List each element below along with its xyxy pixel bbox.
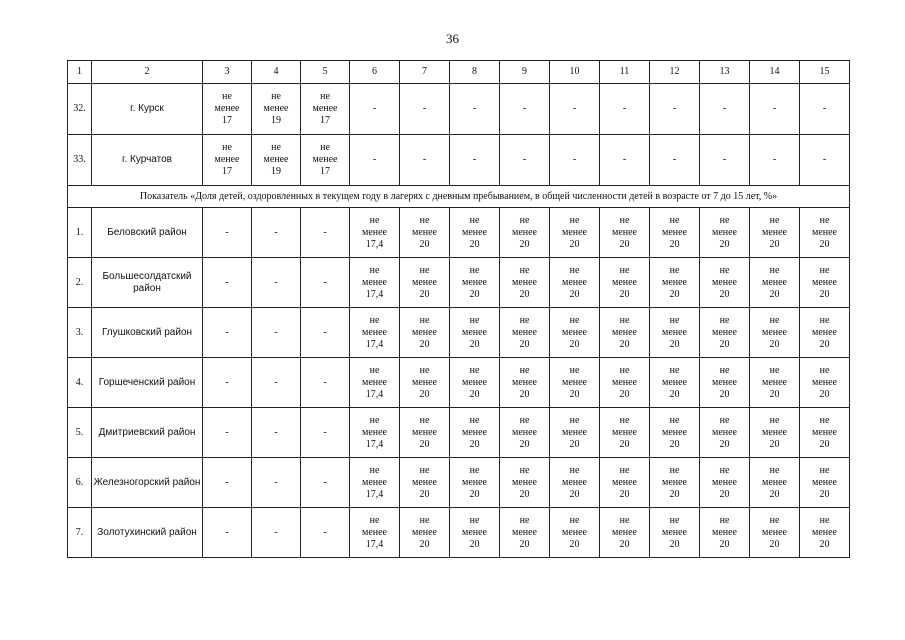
cell-value: не менее 20 — [512, 214, 537, 250]
column-header: 3 — [203, 61, 252, 84]
cell-value: - — [323, 326, 327, 338]
table-cell — [252, 258, 301, 308]
row-number: 4. — [68, 358, 92, 408]
cell-value: не менее 20 — [812, 464, 837, 500]
table-cell — [700, 458, 750, 508]
table-cell — [750, 358, 800, 408]
cell-value: не менее 20 — [462, 364, 487, 400]
table-cell — [650, 208, 700, 258]
cell-value: не менее 20 — [712, 314, 737, 350]
column-header: 7 — [400, 61, 450, 84]
row-number: 1. — [68, 208, 92, 258]
cell-value: - — [225, 326, 229, 338]
table-cell — [500, 258, 550, 308]
table-cell — [301, 84, 350, 135]
cell-value: не менее 20 — [662, 514, 687, 550]
table-cell — [500, 84, 550, 135]
cell-value: не менее 20 — [462, 464, 487, 500]
cell-value: - — [274, 426, 278, 438]
table-cell — [750, 308, 800, 358]
cell-value: не менее 20 — [762, 514, 787, 550]
table-cell — [600, 308, 650, 358]
cell-value: - — [422, 103, 427, 114]
cell-value: - — [472, 154, 477, 165]
table-cell — [203, 135, 252, 186]
cell-value: - — [722, 154, 727, 165]
table-cell — [350, 408, 400, 458]
table-cell — [650, 358, 700, 408]
row-number: 6. — [68, 458, 92, 508]
table-cell — [550, 258, 600, 308]
district-name: г. Курск — [92, 84, 203, 135]
cell-value: не менее 20 — [562, 414, 587, 450]
table-cell — [450, 508, 500, 558]
cell-value: не менее 17,4 — [362, 364, 387, 400]
table-cell — [800, 135, 850, 186]
table-cell — [203, 508, 252, 558]
cell-value: не менее 20 — [562, 364, 587, 400]
row-number: 5. — [68, 408, 92, 458]
table-cell — [350, 508, 400, 558]
table-cell — [600, 208, 650, 258]
table-cell — [400, 308, 450, 358]
cell-value: не менее 20 — [512, 364, 537, 400]
table-cell — [350, 84, 400, 135]
cell-value: - — [472, 103, 477, 114]
cell-value: не менее 20 — [712, 364, 737, 400]
table-cell — [800, 408, 850, 458]
table-cell — [252, 135, 301, 186]
table-cell — [301, 135, 350, 186]
cell-value: не менее 20 — [762, 364, 787, 400]
table-cell — [450, 408, 500, 458]
cell-value: не менее 19 — [263, 142, 289, 177]
table-cell — [600, 135, 650, 186]
table-cell — [350, 208, 400, 258]
table-cell — [450, 458, 500, 508]
cell-value: не менее 20 — [562, 314, 587, 350]
cell-value: не менее 20 — [662, 364, 687, 400]
table-cell — [500, 508, 550, 558]
cell-value: - — [772, 103, 777, 114]
cell-value: не менее 20 — [412, 514, 437, 550]
cell-value: не менее 17,4 — [362, 314, 387, 350]
table-row — [68, 308, 850, 358]
cell-value: не менее 20 — [662, 314, 687, 350]
cell-value: не менее 20 — [762, 414, 787, 450]
table-cell — [400, 84, 450, 135]
table-cell — [800, 508, 850, 558]
table-cell — [650, 508, 700, 558]
indicator-row — [68, 186, 850, 208]
cell-value: не менее 20 — [762, 314, 787, 350]
cell-value: не менее 20 — [612, 414, 637, 450]
cell-value: не менее 20 — [462, 414, 487, 450]
cell-value: не менее 20 — [512, 264, 537, 300]
table-cell — [203, 458, 252, 508]
cell-value: не менее 20 — [412, 314, 437, 350]
cell-value: - — [622, 103, 627, 114]
cell-value: - — [274, 326, 278, 338]
cell-value: не менее 20 — [812, 364, 837, 400]
column-header: 6 — [350, 61, 400, 84]
table-row — [68, 208, 850, 258]
column-header: 10 — [550, 61, 600, 84]
table-cell — [550, 358, 600, 408]
column-header: 5 — [301, 61, 350, 84]
table-cell — [400, 135, 450, 186]
cell-value: - — [372, 103, 377, 114]
cell-value: не менее 17 — [214, 142, 240, 177]
cell-value: - — [323, 426, 327, 438]
cell-value: не менее 17,4 — [362, 264, 387, 300]
cell-value: не менее 20 — [612, 364, 637, 400]
table-cell — [203, 258, 252, 308]
table-cell — [400, 208, 450, 258]
table-cell — [650, 408, 700, 458]
table-cell — [252, 508, 301, 558]
cell-value: не менее 20 — [512, 514, 537, 550]
column-header: 13 — [700, 61, 750, 84]
table-cell — [350, 458, 400, 508]
table-cell — [350, 308, 400, 358]
district-name: Дмитриевский район — [92, 408, 203, 458]
table-cell — [550, 508, 600, 558]
column-header: 4 — [252, 61, 301, 84]
cell-value: - — [372, 154, 377, 165]
cell-value: не менее 20 — [812, 414, 837, 450]
table-cell — [600, 408, 650, 458]
cell-value: - — [572, 154, 577, 165]
cell-value: - — [672, 154, 677, 165]
table-cell — [450, 308, 500, 358]
column-header: 11 — [600, 61, 650, 84]
cell-value: - — [225, 226, 229, 238]
table-cell — [350, 358, 400, 408]
table-cell — [750, 408, 800, 458]
table-cell — [650, 258, 700, 308]
table-cell — [600, 84, 650, 135]
table-cell — [650, 135, 700, 186]
table-cell — [800, 208, 850, 258]
cell-value: - — [323, 476, 327, 488]
cell-value: не менее 20 — [812, 264, 837, 300]
column-header: 14 — [750, 61, 800, 84]
cell-value: не менее 17,4 — [362, 214, 387, 250]
table-cell — [750, 84, 800, 135]
table-cell — [550, 308, 600, 358]
cell-value: не менее 20 — [412, 264, 437, 300]
cell-value: не менее 20 — [612, 314, 637, 350]
table-cell — [500, 458, 550, 508]
table-cell — [800, 308, 850, 358]
cell-value: не менее 17,4 — [362, 514, 387, 550]
cell-value: не менее 20 — [412, 414, 437, 450]
table-cell — [500, 208, 550, 258]
table-cell — [550, 135, 600, 186]
table-cell — [500, 308, 550, 358]
table-cell — [400, 508, 450, 558]
cell-value: не менее 20 — [512, 414, 537, 450]
cell-value: - — [323, 276, 327, 288]
table-cell — [301, 458, 350, 508]
table-cell — [500, 408, 550, 458]
table-cell — [700, 258, 750, 308]
table-cell — [301, 508, 350, 558]
cell-value: - — [225, 426, 229, 438]
cell-value: не менее 17,4 — [362, 464, 387, 500]
cell-value: - — [225, 476, 229, 488]
table-cell — [203, 84, 252, 135]
table-cell — [550, 84, 600, 135]
table-cell — [450, 208, 500, 258]
district-name: Горшеченский район — [92, 358, 203, 408]
cell-value: не менее 20 — [762, 214, 787, 250]
cell-value: не менее 20 — [812, 514, 837, 550]
table-cell — [800, 358, 850, 408]
cell-value: - — [225, 276, 229, 288]
table-cell — [400, 258, 450, 308]
header-row — [68, 61, 850, 84]
cell-value: не менее 20 — [412, 364, 437, 400]
column-header: 8 — [450, 61, 500, 84]
cell-value: не менее 20 — [512, 314, 537, 350]
table-cell — [750, 208, 800, 258]
column-header: 2 — [92, 61, 203, 84]
cell-value: не менее 20 — [612, 214, 637, 250]
table-cell — [350, 258, 400, 308]
table-cell — [450, 358, 500, 408]
column-header: 12 — [650, 61, 700, 84]
row-number: 3. — [68, 308, 92, 358]
table-cell — [500, 358, 550, 408]
page-number: 36 — [446, 31, 459, 46]
cell-value: - — [422, 154, 427, 165]
table-cell — [450, 135, 500, 186]
cell-value: - — [274, 226, 278, 238]
table-cell — [400, 408, 450, 458]
cell-value: не менее 20 — [462, 514, 487, 550]
cell-value: - — [323, 376, 327, 388]
table-cell — [203, 308, 252, 358]
table-row — [68, 458, 850, 508]
cell-value: не менее 17 — [214, 91, 240, 126]
table-cell — [400, 358, 450, 408]
table-cell — [700, 208, 750, 258]
cell-value: - — [274, 526, 278, 538]
cell-value: - — [672, 103, 677, 114]
cell-value: не менее 20 — [562, 514, 587, 550]
table-cell — [750, 258, 800, 308]
cell-value: не менее 20 — [812, 314, 837, 350]
cell-value: не менее 20 — [712, 514, 737, 550]
cell-value: - — [274, 376, 278, 388]
cell-value: не менее 20 — [562, 264, 587, 300]
column-header: 15 — [800, 61, 850, 84]
table-cell — [700, 84, 750, 135]
cell-value: не менее 20 — [762, 264, 787, 300]
table-cell — [301, 258, 350, 308]
cell-value: - — [622, 154, 627, 165]
district-name: Железногорский район — [92, 458, 203, 508]
cell-value: - — [772, 154, 777, 165]
table-row — [68, 358, 850, 408]
table-row — [68, 84, 850, 135]
table-cell — [252, 408, 301, 458]
cell-value: не менее 20 — [662, 264, 687, 300]
cell-value: - — [822, 154, 827, 165]
table-cell — [301, 408, 350, 458]
cell-value: не менее 20 — [662, 414, 687, 450]
table-cell — [800, 458, 850, 508]
table-cell — [400, 458, 450, 508]
cell-value: не менее 17 — [312, 142, 338, 177]
table-cell — [700, 358, 750, 408]
table-cell — [252, 84, 301, 135]
row-number: 7. — [68, 508, 92, 558]
row-number: 2. — [68, 258, 92, 308]
cell-value: не менее 20 — [712, 414, 737, 450]
table-cell — [203, 358, 252, 408]
table-cell — [600, 258, 650, 308]
cell-value: не менее 20 — [712, 214, 737, 250]
cell-value: не менее 17 — [312, 91, 338, 126]
table-cell — [301, 308, 350, 358]
table-cell — [800, 84, 850, 135]
table-cell — [450, 84, 500, 135]
district-name: г. Курчатов — [92, 135, 203, 186]
cell-value: - — [822, 103, 827, 114]
cell-value: не менее 20 — [412, 214, 437, 250]
row-number: 32. — [68, 84, 92, 135]
table-cell — [252, 358, 301, 408]
cell-value: не менее 20 — [712, 264, 737, 300]
cell-value: не менее 20 — [562, 464, 587, 500]
table-cell — [650, 458, 700, 508]
row-number: 33. — [68, 135, 92, 186]
table-cell — [600, 358, 650, 408]
table-cell — [650, 84, 700, 135]
district-name: Золотухинский район — [92, 508, 203, 558]
cell-value: - — [225, 526, 229, 538]
table-cell — [700, 135, 750, 186]
cell-value: не менее 19 — [263, 91, 289, 126]
district-name: Беловский район — [92, 208, 203, 258]
table-cell — [750, 135, 800, 186]
indicator-text: Показатель «Доля детей, оздоровленных в текущем году в лагерях с дневным пребыванием, в общей численности детей в возрасте от 7 до 15 лет, %» — [68, 186, 850, 208]
table-cell — [252, 458, 301, 508]
cell-value: - — [225, 376, 229, 388]
cell-value: не менее 17,4 — [362, 414, 387, 450]
table-cell — [700, 408, 750, 458]
table-cell — [500, 135, 550, 186]
table-cell — [450, 258, 500, 308]
cell-value: - — [572, 103, 577, 114]
cell-value: не менее 20 — [762, 464, 787, 500]
column-header: 1 — [68, 61, 92, 84]
cell-value: не менее 20 — [712, 464, 737, 500]
table-cell — [350, 135, 400, 186]
table-cell — [550, 408, 600, 458]
cell-value: не менее 20 — [662, 214, 687, 250]
cell-value: не менее 20 — [562, 214, 587, 250]
column-header: 9 — [500, 61, 550, 84]
table-row — [68, 408, 850, 458]
cell-value: - — [323, 226, 327, 238]
cell-value: не менее 20 — [612, 514, 637, 550]
cell-value: не менее 20 — [662, 464, 687, 500]
table-cell — [750, 508, 800, 558]
table-cell — [301, 208, 350, 258]
cell-value: не менее 20 — [612, 464, 637, 500]
cell-value: - — [274, 476, 278, 488]
table-row — [68, 135, 850, 186]
table-cell — [301, 358, 350, 408]
table-cell — [600, 508, 650, 558]
table-cell — [203, 208, 252, 258]
data-table — [67, 60, 850, 558]
cell-value: - — [522, 103, 527, 114]
cell-value: - — [722, 103, 727, 114]
table-cell — [750, 458, 800, 508]
table-cell — [550, 458, 600, 508]
table-cell — [252, 308, 301, 358]
table-cell — [252, 208, 301, 258]
district-name: Большесолдатский район — [92, 258, 203, 308]
table-cell — [650, 308, 700, 358]
cell-value: не менее 20 — [412, 464, 437, 500]
district-name: Глушковский район — [92, 308, 203, 358]
table-cell — [550, 208, 600, 258]
cell-value: не менее 20 — [512, 464, 537, 500]
table-cell — [203, 408, 252, 458]
cell-value: не менее 20 — [462, 314, 487, 350]
cell-value: не менее 20 — [462, 264, 487, 300]
table-cell — [700, 308, 750, 358]
cell-value: - — [274, 276, 278, 288]
table-cell — [600, 458, 650, 508]
table-cell — [800, 258, 850, 308]
cell-value: не менее 20 — [462, 214, 487, 250]
cell-value: - — [323, 526, 327, 538]
table-body — [68, 61, 850, 558]
cell-value: не менее 20 — [612, 264, 637, 300]
table-row — [68, 258, 850, 308]
cell-value: - — [522, 154, 527, 165]
table-cell — [700, 508, 750, 558]
cell-value: не менее 20 — [812, 214, 837, 250]
table-row — [68, 508, 850, 558]
